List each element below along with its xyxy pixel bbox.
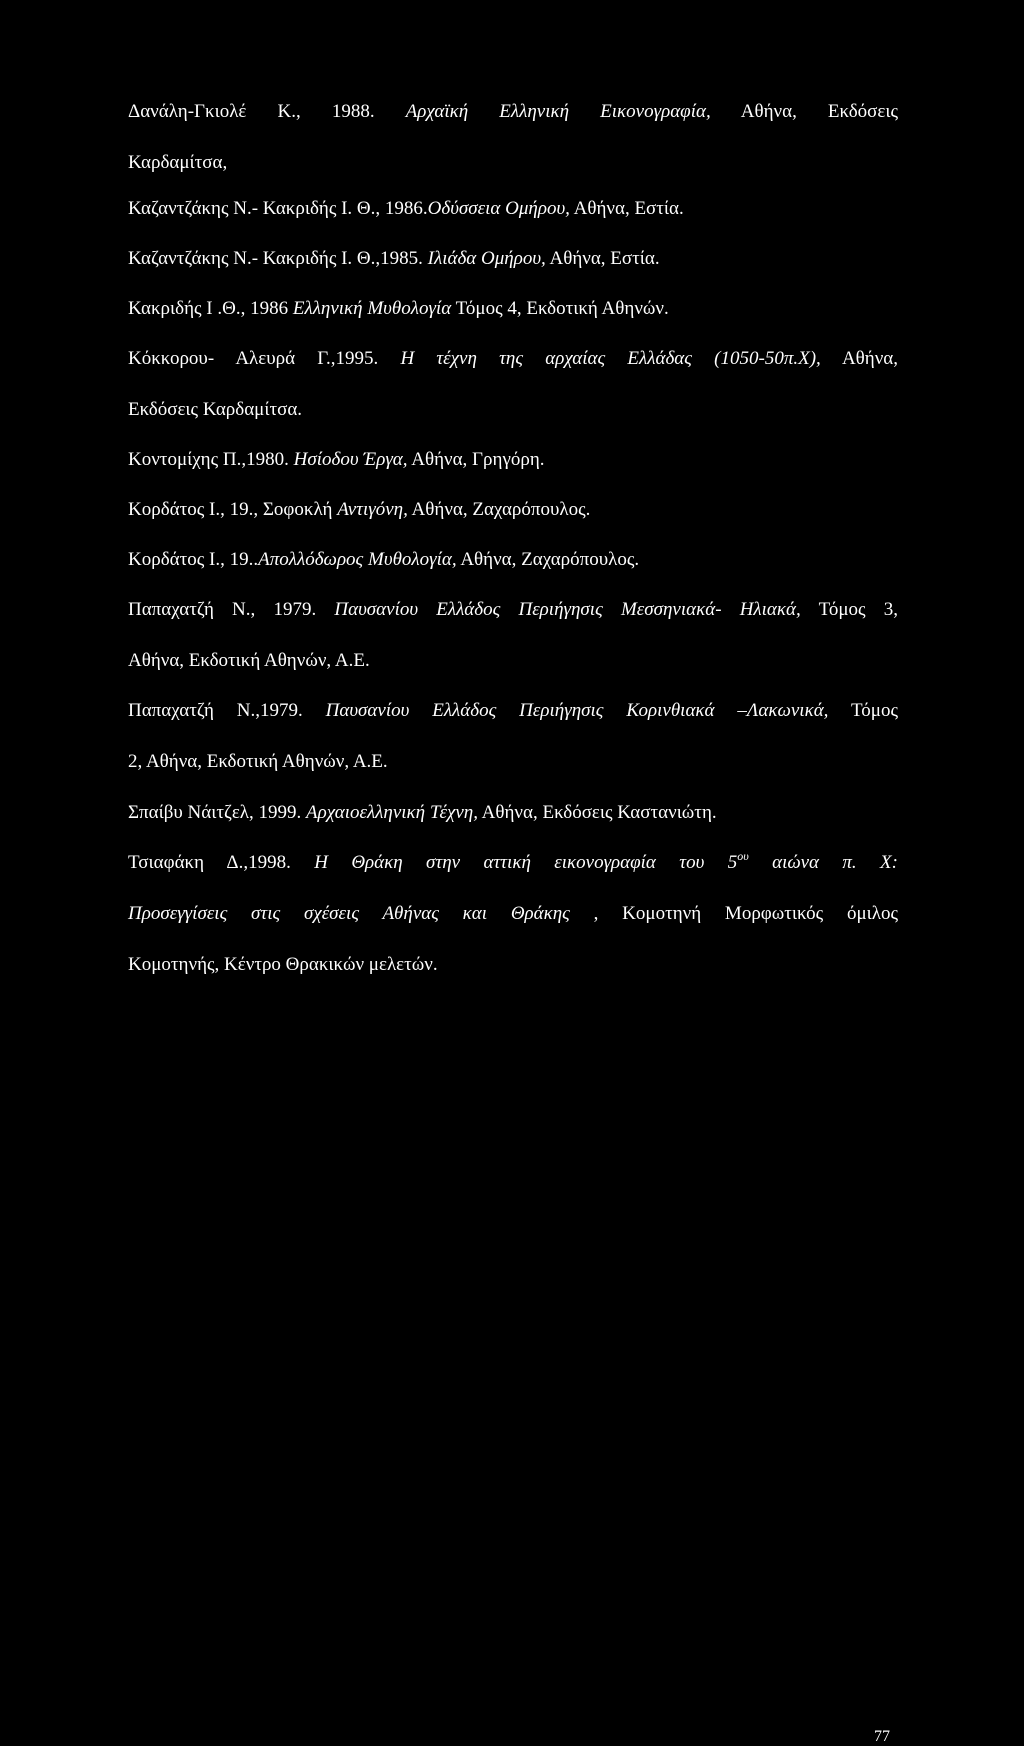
reference-title-text: Αντιγόνη, (337, 499, 408, 520)
reference-text: Κορδάτος Ι., 19.. (128, 549, 259, 570)
reference-line (128, 851, 898, 875)
reference-text: Κακριδής Ι .Θ., 1986 (128, 298, 293, 319)
reference-title-text: Παυσανίου Ελλάδος Περιήγησις Μεσσηνιακά- Ηλιακά, (334, 599, 801, 620)
reference-text: Κοντομίχης Π.,1980. (128, 449, 294, 470)
page-number: 77 (874, 1728, 890, 1745)
reference-text: Δανάλη-Γκιολέ Κ., 1988. (128, 101, 406, 122)
reference-text: Τόμος (828, 700, 898, 721)
reference-text: Εκδόσεις Καρδαμίτσα. (128, 399, 303, 420)
reference-text: Κομοτηνής, Κέντρο Θρακικών μελετών. (128, 954, 438, 975)
reference-title-text: ου (737, 849, 749, 863)
reference-title-text: Ησίοδου Έργα, (293, 449, 408, 470)
reference-title-text: Η Θράκη στην αττική εικονογραφία του 5 (314, 852, 738, 873)
reference-line (128, 699, 898, 723)
reference-line (128, 247, 660, 271)
reference-line (128, 598, 898, 622)
reference-line (128, 297, 669, 321)
reference-title-text: Παυσανίου Ελλάδος Περιήγησις Κορινθιακά –Λακωνικά, (325, 700, 829, 721)
reference-title-text: Αρχαιοελληνική Τέχνη, (306, 802, 478, 823)
reference-text: Τσιαφάκη Δ.,1998. (128, 852, 315, 873)
reference-line (128, 953, 438, 977)
reference-title-text: Προσεγγίσεις στις σχέσεις Αθήνας και Θράκης (128, 903, 570, 924)
reference-text: Αθήνα, Εκδόσεις Καστανιώτη. (477, 802, 717, 823)
reference-text: Τόμος 3, (800, 599, 898, 620)
reference-title-text: Αρχαϊκή Ελληνική Εικονογραφία, (405, 101, 711, 122)
reference-text: Αθήνα, Ζαχαρόπουλος. (456, 549, 640, 570)
reference-text: Κορδάτος Ι., 19., Σοφοκλή (128, 499, 338, 520)
reference-line (128, 548, 639, 572)
reference-text: Τόμος 4, Εκδοτική Αθηνών. (451, 298, 669, 319)
reference-text: Καζαντζάκης Ν.- Κακριδής Ι. Θ., 1986. (128, 198, 428, 219)
reference-text: Κόκκορου- Αλευρά Γ.,1995. (128, 348, 401, 369)
reference-line (128, 151, 227, 175)
reference-text: Καρδαμίτσα, (128, 152, 228, 173)
reference-line (128, 197, 684, 221)
reference-text: Αθήνα, Εκδοτική Αθηνών, Α.Ε. (128, 650, 370, 671)
reference-line (128, 498, 590, 522)
reference-text: Αθήνα, Εστία. (569, 198, 684, 219)
reference-title-text: Ελληνική Μυθολογία (292, 298, 452, 319)
reference-line (128, 398, 302, 422)
reference-line (128, 750, 388, 774)
reference-title-text: αιώνα π. Χ: (748, 852, 898, 873)
reference-text: 2, Αθήνα, Εκδοτική Αθηνών, Α.Ε. (128, 751, 388, 772)
reference-title-text: Ιλιάδα Ομήρου, (427, 248, 546, 269)
reference-text: Αθήνα, Γρηγόρη. (407, 449, 545, 470)
reference-text: Αθήνα, (820, 348, 899, 369)
reference-text: Αθήνα, Εκδόσεις (710, 101, 899, 122)
reference-text: Σπαίβυ Νάιτζελ, 1999. (128, 802, 307, 823)
reference-title-text: Η τέχνη της αρχαίας Ελλάδας (1050-50π.Χ), (400, 348, 821, 369)
reference-text: Καζαντζάκης Ν.- Κακριδής Ι. Θ.,1985. (128, 248, 428, 269)
reference-text: Παπαχατζή Ν., 1979. (128, 599, 335, 620)
reference-line (128, 100, 898, 124)
reference-line (128, 448, 545, 472)
reference-line (128, 347, 898, 371)
reference-text: , Κομοτηνή Μορφωτικός όμιλος (569, 903, 898, 924)
reference-text: Αθήνα, Ζαχαρόπουλος. (407, 499, 591, 520)
reference-text: Αθήνα, Εστία. (545, 248, 660, 269)
reference-text: Παπαχατζή Ν.,1979. (128, 700, 326, 721)
reference-title-text: Απολλόδωρος Μυθολογία, (258, 549, 457, 570)
reference-line (128, 902, 898, 926)
reference-line (128, 801, 717, 825)
reference-title-text: Οδύσσεια Ομήρου, (427, 198, 570, 219)
reference-line (128, 649, 370, 673)
